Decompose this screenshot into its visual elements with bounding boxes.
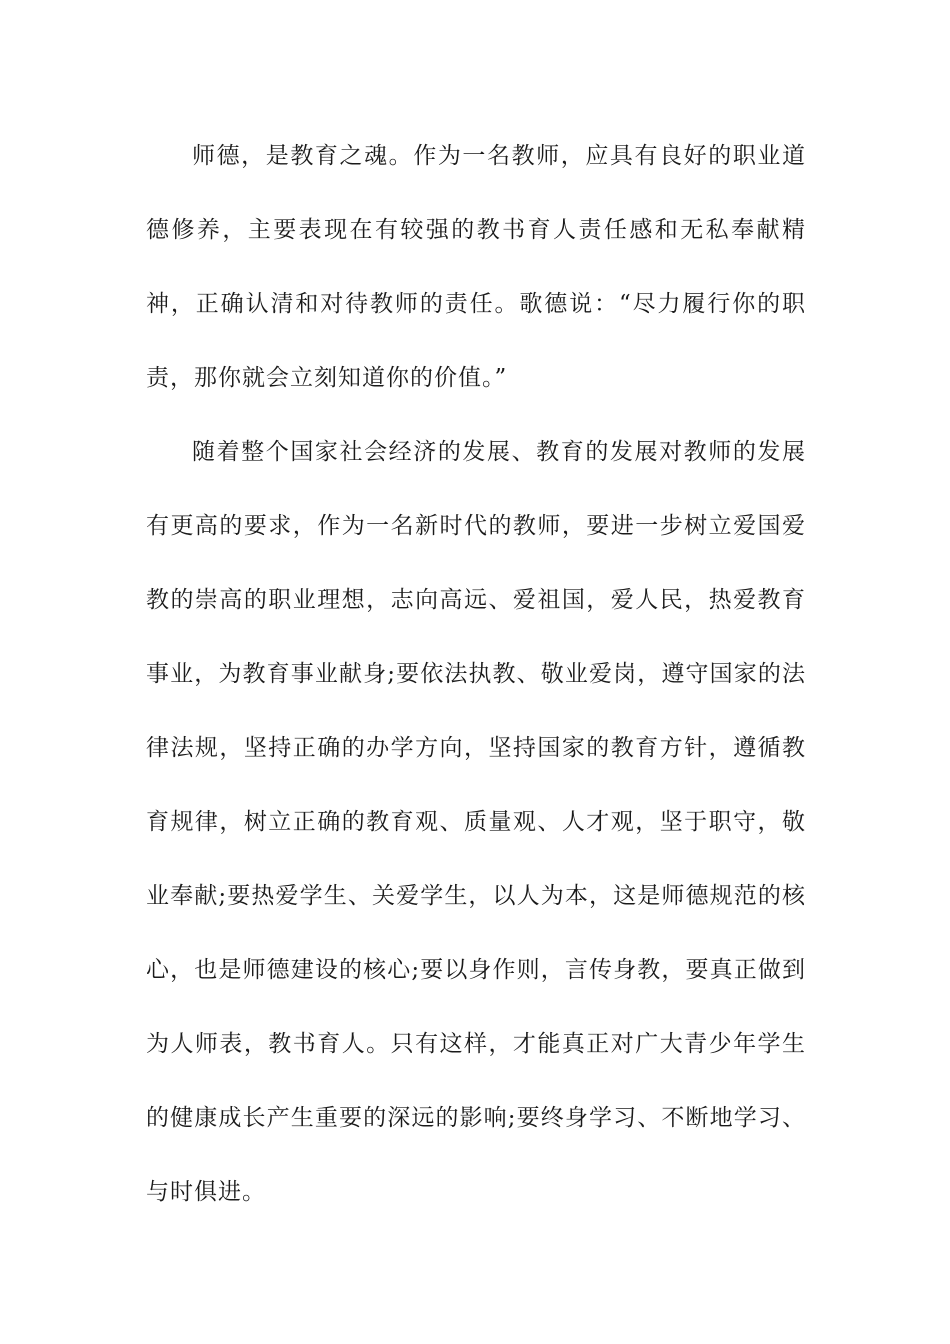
document-page (146, 119, 806, 1229)
paragraph-1: 师德，是教育之魂。作为一名教师，应具有良好的职业道德修养，主要表现在有较强的教书育人责任感和无私奉献精神，正确认清和对待教师的责任。歌德说：“尽力履行你的职责，那你就会立刻知道你的价值。” (146, 143, 806, 391)
paragraph-2: 随着整个国家社会经济的发展、教育的发展对教师的发展有更高的要求，作为一名新时代的教师，要进一步树立爱国爱教的崇高的职业理想，志向高远、爱祖国，爱人民，热爱教育事业，为教育事业献身;要依法执教、敬业爱岗，遵守国家的法律法规，坚持正确的办学方向，坚持国家的教育方针，遵循教育规律，树立正确的教育观、质量观、人才观，坚于职守，敬业奉献;要热爱学生、关爱学生，以人为本，这是师德规范的核心，也是师德建设的核心;要以身作则，言传身教，要真正做到为人师表，教书育人。只有这样，才能真正对广大青少年学生的健康成长产生重要的深远的影响;要终身学习、不断地学习、与时俱进。 (146, 439, 806, 1205)
